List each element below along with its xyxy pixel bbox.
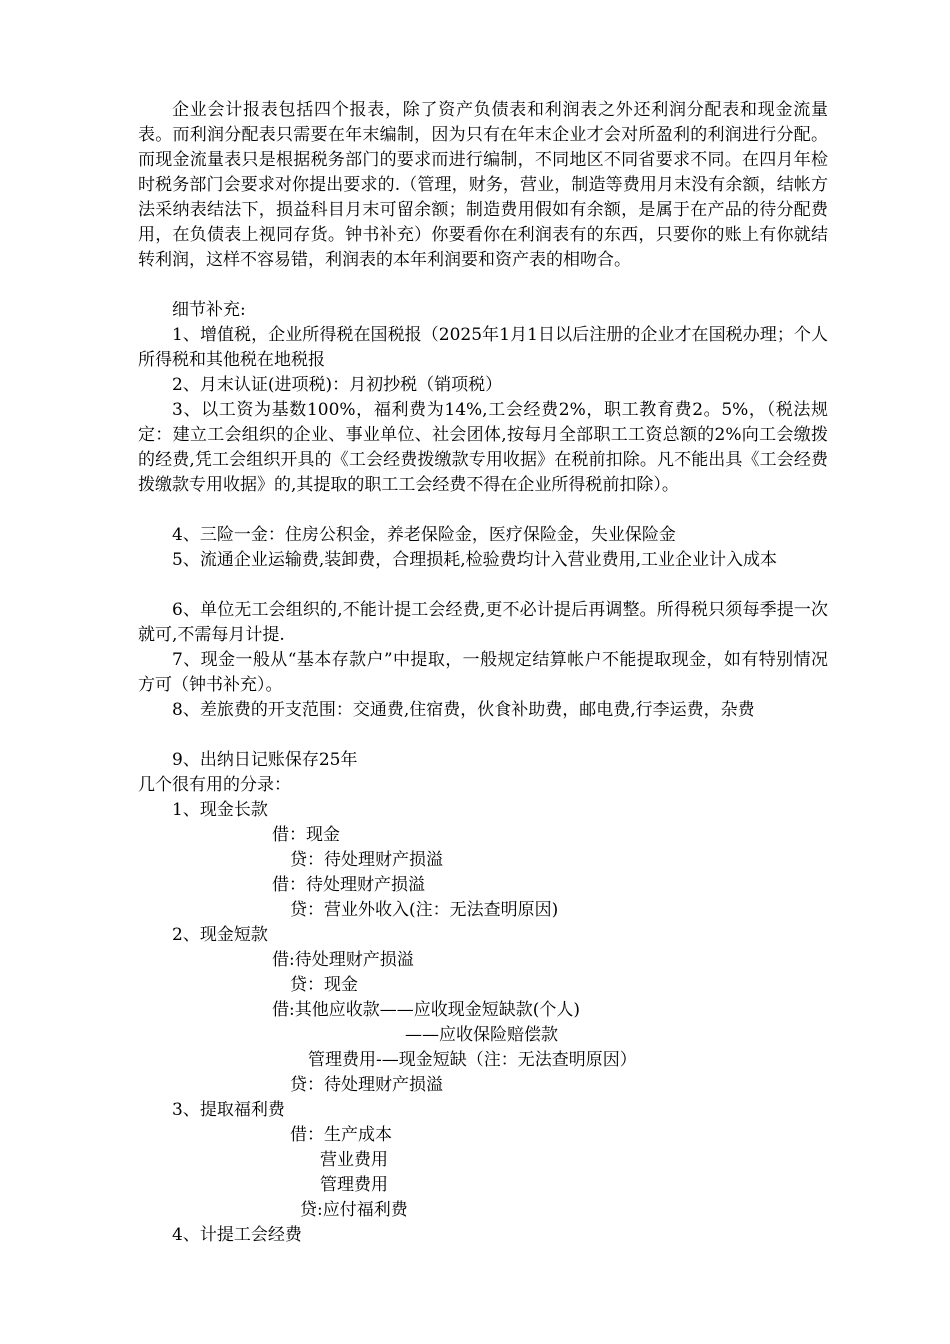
entry-line: 借：待处理财产损溢 bbox=[272, 875, 425, 895]
intro-paragraph: 企业会计报表包括四个报表，除了资产负债表和利润表之外还利润分配表和现金流量表。而利润分配表只需要在年末编制，因为只有在年末企业才会对所盈利的利润进行分配。而现金流量表只是根据税务部门的要求而进行编制，不同地区不同省要求不同。在四月年检时税务部门会要求对你提出要求的.（管理，财务，营业，制造等费用月末没有余额，结帐方法采纳表结法下，损益科目月末可留余额；制造费用假如有余额，是属于在产品的待分配费用，在负债表上视同存货。钟书补充）你要看你在利润表有的东西，只要你的账上有你就结转利润，这样不容易错，利润表的本年利润要和资产表的相吻合。 bbox=[138, 100, 828, 270]
entry-line: 贷：营业外收入(注：无法查明原因) bbox=[290, 900, 559, 920]
entry-title: 2、现金短款 bbox=[172, 925, 268, 945]
entry-title: 3、提取福利费 bbox=[172, 1100, 285, 1120]
detail-item: 2、月末认证(进项税)：月初抄税（销项税） bbox=[172, 375, 503, 395]
entry-line: 借：现金 bbox=[272, 825, 340, 845]
entry-line: 贷：待处理财产损溢 bbox=[290, 1075, 443, 1095]
details-heading: 细节补充: bbox=[172, 300, 246, 320]
entry-line: 营业费用 bbox=[320, 1150, 388, 1170]
detail-item: 8、差旅费的开支范围：交通费,住宿费，伙食补助费，邮电费,行李运费，杂费 bbox=[172, 700, 755, 720]
detail-item: 1、增值税，企业所得税在国税报（2025年1月1日以后注册的企业才在国税办理；个人所得税和其他税在地税报 bbox=[138, 325, 828, 370]
detail-item: 9、出纳日记账保存25年 bbox=[172, 750, 358, 770]
entry-line: 借:待处理财产损溢 bbox=[272, 950, 414, 970]
detail-item: 3、以工资为基数100%，福利费为14%,工会经费2%，职工教育费2。5%，（税法规定：建立工会组织的企业、事业单位、社会团体,按每月全部职工工资总额的2%向工会缴拨的经费,凭工会组织开具的《工会经费拨缴款专用收据》在税前扣除。凡不能出具《工会经费拨缴款专用收据》的,其提取的职工工会经费不得在企业所得税前扣除）。 bbox=[138, 400, 828, 495]
detail-item: 5、流通企业运输费,装卸费，合理损耗,检验费均计入营业费用,工业企业计入成本 bbox=[172, 550, 778, 570]
entry-line: 贷：现金 bbox=[290, 975, 358, 995]
entries-heading: 几个很有用的分录： bbox=[138, 775, 291, 795]
entry-line: 借:其他应收款——应收现金短缺款(个人) bbox=[272, 1000, 580, 1020]
detail-item: 4、三险一金：住房公积金，养老保险金，医疗保险金，失业保险金 bbox=[172, 525, 676, 545]
entry-line: 贷:应付福利费 bbox=[300, 1200, 408, 1220]
entry-line: 贷：待处理财产损溢 bbox=[290, 850, 443, 870]
entry-line: 管理费用-—现金短缺（注：无法查明原因） bbox=[308, 1050, 637, 1070]
entry-title: 1、现金长款 bbox=[172, 800, 268, 820]
entry-title: 4、计提工会经费 bbox=[172, 1225, 302, 1245]
entry-line: 管理费用 bbox=[320, 1175, 388, 1195]
detail-item: 7、现金一般从“基本存款户”中提取，一般规定结算帐户不能提取现金，如有特别情况方可（钟书补充）。 bbox=[138, 650, 828, 695]
entry-line: ——应收保险赔偿款 bbox=[405, 1025, 558, 1045]
entry-line: 借：生产成本 bbox=[290, 1125, 392, 1145]
detail-item: 6、单位无工会组织的,不能计提工会经费,更不必计提后再调整。所得税只须每季提一次就可,不需每月计提. bbox=[138, 600, 828, 645]
